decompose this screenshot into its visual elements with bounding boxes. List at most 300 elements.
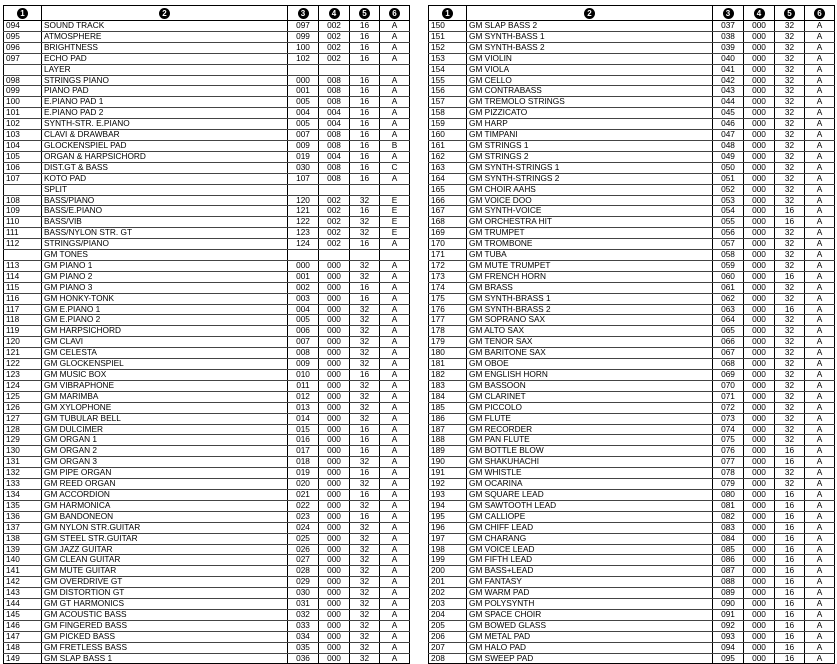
- tone-number: 207: [429, 642, 467, 653]
- category: A: [805, 162, 835, 173]
- program-change: 120: [288, 195, 319, 206]
- category: [380, 64, 410, 75]
- bank-msb: 000: [744, 239, 775, 250]
- program-change: 018: [288, 457, 319, 468]
- tone-number: 160: [429, 130, 467, 141]
- table-row: [429, 533, 835, 544]
- bank-msb: 000: [319, 446, 350, 457]
- program-change: 100: [288, 42, 319, 53]
- bank-msb: 000: [744, 533, 775, 544]
- tone-number: 145: [4, 609, 42, 620]
- category: A: [805, 642, 835, 653]
- section-heading-row: [4, 184, 410, 195]
- tone-name: GM SAWTOOTH LEAD: [467, 500, 713, 511]
- polyphony: 32: [775, 293, 805, 304]
- header-row: [429, 6, 835, 21]
- category: A: [805, 555, 835, 566]
- category: A: [805, 631, 835, 642]
- program-change: [288, 184, 319, 195]
- tone-name: GM E.PIANO 1: [42, 304, 288, 315]
- bank-msb: 000: [744, 337, 775, 348]
- bank-msb: 000: [319, 631, 350, 642]
- polyphony: 32: [775, 359, 805, 370]
- polyphony: 16: [350, 75, 380, 86]
- category: A: [805, 457, 835, 468]
- program-change: 024: [288, 522, 319, 533]
- bank-msb: 000: [319, 566, 350, 577]
- polyphony: 32: [350, 599, 380, 610]
- tone-name: BASS/PIANO: [42, 195, 288, 206]
- tone-name: GM SWEEP PAD: [467, 653, 713, 664]
- table-row: [429, 304, 835, 315]
- tone-name: GM ALTO SAX: [467, 326, 713, 337]
- tone-name: GM VIOLIN: [467, 53, 713, 64]
- polyphony: 32: [775, 173, 805, 184]
- tone-name: GM FIFTH LEAD: [467, 555, 713, 566]
- tone-number: 204: [429, 609, 467, 620]
- tone-number: 184: [429, 391, 467, 402]
- table-row: [4, 391, 410, 402]
- tone-name: GM CELESTA: [42, 348, 288, 359]
- column-header: [288, 6, 319, 21]
- table-row: [4, 577, 410, 588]
- category: A: [805, 337, 835, 348]
- table-row: [4, 271, 410, 282]
- category: A: [380, 588, 410, 599]
- program-change: 080: [713, 489, 744, 500]
- tone-name: GM STRINGS 2: [467, 151, 713, 162]
- tone-name: GM HALO PAD: [467, 642, 713, 653]
- section-heading-row: [4, 250, 410, 261]
- bank-msb: 000: [319, 359, 350, 370]
- tone-number: 199: [429, 555, 467, 566]
- bank-msb: 000: [744, 271, 775, 282]
- tone-number: 121: [4, 348, 42, 359]
- tone-number: 206: [429, 631, 467, 642]
- category: A: [380, 620, 410, 631]
- tone-number: 109: [4, 206, 42, 217]
- tone-name: GM MUTE GUITAR: [42, 566, 288, 577]
- tone-number: 104: [4, 140, 42, 151]
- polyphony: 16: [350, 435, 380, 446]
- table-row: [429, 566, 835, 577]
- polyphony: 32: [775, 435, 805, 446]
- table-row: [429, 282, 835, 293]
- tone-name: GM OBOE: [467, 359, 713, 370]
- tone-number: 173: [429, 271, 467, 282]
- bank-msb: 000: [319, 468, 350, 479]
- category: A: [805, 566, 835, 577]
- tone-name: GM MUTE TRUMPET: [467, 260, 713, 271]
- table-row: [429, 271, 835, 282]
- tone-name: GM ORGAN 1: [42, 435, 288, 446]
- program-change: 107: [288, 173, 319, 184]
- bank-msb: 000: [744, 391, 775, 402]
- category: A: [380, 239, 410, 250]
- category: A: [380, 293, 410, 304]
- table-row: [4, 260, 410, 271]
- polyphony: 32: [350, 326, 380, 337]
- tone-number: 166: [429, 195, 467, 206]
- category: A: [380, 468, 410, 479]
- program-change: 053: [713, 195, 744, 206]
- polyphony: 16: [775, 653, 805, 664]
- tone-name: GM DULCIMER: [42, 424, 288, 435]
- tone-name: GM CLEAN GUITAR: [42, 555, 288, 566]
- program-change: 051: [713, 173, 744, 184]
- bank-msb: 000: [744, 500, 775, 511]
- polyphony: [350, 184, 380, 195]
- tone-number: 202: [429, 588, 467, 599]
- tone-number: 139: [4, 544, 42, 555]
- polyphony: 16: [775, 588, 805, 599]
- tone-number: 167: [429, 206, 467, 217]
- program-change: 037: [713, 21, 744, 32]
- polyphony: 16: [350, 31, 380, 42]
- table-row: [4, 293, 410, 304]
- category: A: [805, 380, 835, 391]
- tone-name: GM SYNTH-BASS 2: [467, 42, 713, 53]
- tone-table-right: [428, 5, 835, 664]
- tone-number: 115: [4, 282, 42, 293]
- table-row: [429, 206, 835, 217]
- tone-table-left: [3, 5, 410, 664]
- bank-msb: 000: [319, 653, 350, 664]
- tone-name: PIANO PAD: [42, 86, 288, 97]
- polyphony: 32: [350, 315, 380, 326]
- program-change: 005: [288, 119, 319, 130]
- table-row: [4, 609, 410, 620]
- tone-number: 143: [4, 588, 42, 599]
- table-row: [4, 140, 410, 151]
- bank-msb: 000: [744, 653, 775, 664]
- category: A: [805, 588, 835, 599]
- tone-name: SPLIT: [42, 184, 288, 195]
- table-row: [4, 457, 410, 468]
- table-row: [4, 337, 410, 348]
- bank-msb: 000: [319, 533, 350, 544]
- bank-msb: 000: [319, 500, 350, 511]
- program-change: 048: [713, 140, 744, 151]
- category: A: [380, 130, 410, 141]
- table-row: [429, 173, 835, 184]
- program-change: 059: [713, 260, 744, 271]
- tone-number: 164: [429, 173, 467, 184]
- bank-msb: 000: [744, 184, 775, 195]
- category: A: [805, 206, 835, 217]
- program-change: 045: [713, 108, 744, 119]
- polyphony: 32: [350, 457, 380, 468]
- tone-name: GM FINGERED BASS: [42, 620, 288, 631]
- category: A: [805, 217, 835, 228]
- tone-number: 144: [4, 599, 42, 610]
- bank-msb: 000: [744, 555, 775, 566]
- category: A: [805, 228, 835, 239]
- bank-msb: 008: [319, 173, 350, 184]
- table-row: [429, 119, 835, 130]
- polyphony: 16: [350, 173, 380, 184]
- program-change: 121: [288, 206, 319, 217]
- category: A: [380, 457, 410, 468]
- category: A: [805, 293, 835, 304]
- column-header: [350, 6, 380, 21]
- bank-msb: 008: [319, 75, 350, 86]
- category: A: [380, 42, 410, 53]
- tone-number: 156: [429, 86, 467, 97]
- program-change: 093: [713, 631, 744, 642]
- program-change: 026: [288, 544, 319, 555]
- tone-number: 105: [4, 151, 42, 162]
- bank-msb: 002: [319, 228, 350, 239]
- table-row: [429, 653, 835, 664]
- table-row: [429, 42, 835, 53]
- category: A: [380, 173, 410, 184]
- table-row: [429, 64, 835, 75]
- program-change: 034: [288, 631, 319, 642]
- tone-number: 124: [4, 380, 42, 391]
- program-change: 041: [713, 64, 744, 75]
- polyphony: 32: [775, 424, 805, 435]
- program-change: 102: [288, 53, 319, 64]
- category: C: [380, 162, 410, 173]
- bank-msb: 000: [744, 42, 775, 53]
- polyphony: 16: [775, 489, 805, 500]
- table-row: [429, 53, 835, 64]
- category: A: [380, 119, 410, 130]
- bank-msb: 000: [744, 631, 775, 642]
- tone-number: 135: [4, 500, 42, 511]
- tone-name: GM OCARINA: [467, 479, 713, 490]
- tone-number: 181: [429, 359, 467, 370]
- tone-name: GM JAZZ GUITAR: [42, 544, 288, 555]
- bank-msb: 000: [744, 86, 775, 97]
- table-row: [4, 326, 410, 337]
- category: A: [380, 304, 410, 315]
- bank-msb: 000: [744, 609, 775, 620]
- bank-msb: 004: [319, 119, 350, 130]
- bank-msb: 008: [319, 162, 350, 173]
- bank-msb: 000: [319, 577, 350, 588]
- tone-name: GM BASS+LEAD: [467, 566, 713, 577]
- tone-number: 116: [4, 293, 42, 304]
- program-change: 016: [288, 435, 319, 446]
- bank-msb: 000: [744, 413, 775, 424]
- tone-number: 192: [429, 479, 467, 490]
- polyphony: 32: [775, 468, 805, 479]
- tone-name: STRINGS PIANO: [42, 75, 288, 86]
- program-change: 094: [713, 642, 744, 653]
- bank-msb: 000: [319, 391, 350, 402]
- tone-number: 136: [4, 511, 42, 522]
- table-row: [429, 435, 835, 446]
- bank-msb: 002: [319, 53, 350, 64]
- polyphony: 32: [775, 130, 805, 141]
- tone-number: 129: [4, 435, 42, 446]
- tone-name: GM SYNTH-BRASS 2: [467, 304, 713, 315]
- category: A: [380, 370, 410, 381]
- polyphony: 32: [350, 609, 380, 620]
- polyphony: 32: [775, 53, 805, 64]
- table-row: [429, 446, 835, 457]
- table-row: [429, 86, 835, 97]
- program-change: 067: [713, 348, 744, 359]
- tone-name: GM REED ORGAN: [42, 479, 288, 490]
- tone-number: [4, 64, 42, 75]
- category: A: [380, 577, 410, 588]
- tone-number: 151: [429, 31, 467, 42]
- polyphony: 16: [350, 424, 380, 435]
- table-row: [4, 566, 410, 577]
- polyphony: [350, 250, 380, 261]
- tone-name: GM BOWED GLASS: [467, 620, 713, 631]
- polyphony: 16: [775, 271, 805, 282]
- category: A: [805, 184, 835, 195]
- bank-msb: 000: [744, 195, 775, 206]
- program-change: 062: [713, 293, 744, 304]
- bank-msb: 002: [319, 239, 350, 250]
- category: A: [805, 446, 835, 457]
- polyphony: 16: [350, 489, 380, 500]
- tone-name: CLAVI & DRAWBAR: [42, 130, 288, 141]
- tone-number: 142: [4, 577, 42, 588]
- tone-number: 146: [4, 620, 42, 631]
- table-row: [429, 315, 835, 326]
- tone-number: 108: [4, 195, 42, 206]
- polyphony: 32: [350, 304, 380, 315]
- tone-number: 117: [4, 304, 42, 315]
- program-change: 091: [713, 609, 744, 620]
- category: A: [380, 271, 410, 282]
- bank-msb: 000: [744, 315, 775, 326]
- table-row: [4, 511, 410, 522]
- table-row: [429, 500, 835, 511]
- column-header: [805, 6, 835, 21]
- polyphony: 16: [775, 206, 805, 217]
- bank-msb: 000: [319, 511, 350, 522]
- table-row: [429, 402, 835, 413]
- program-change: 020: [288, 479, 319, 490]
- polyphony: 32: [350, 522, 380, 533]
- bank-msb: [319, 64, 350, 75]
- table-row: [4, 500, 410, 511]
- polyphony: 16: [350, 468, 380, 479]
- polyphony: 32: [775, 162, 805, 173]
- category: A: [380, 446, 410, 457]
- table-row: [4, 75, 410, 86]
- tone-number: 195: [429, 511, 467, 522]
- program-change: 060: [713, 271, 744, 282]
- bank-msb: 000: [744, 424, 775, 435]
- bank-msb: 000: [744, 642, 775, 653]
- polyphony: 32: [775, 479, 805, 490]
- polyphony: 16: [775, 304, 805, 315]
- program-change: 122: [288, 217, 319, 228]
- category: E: [380, 228, 410, 239]
- tone-number: 114: [4, 271, 42, 282]
- tone-number: 107: [4, 173, 42, 184]
- tone-number: 127: [4, 413, 42, 424]
- tone-name: GM SYNTH-BASS 1: [467, 31, 713, 42]
- bank-msb: 000: [744, 31, 775, 42]
- table-row: [4, 21, 410, 32]
- tone-name: GM SOPRANO SAX: [467, 315, 713, 326]
- category: A: [380, 21, 410, 32]
- tone-name: ECHO PAD: [42, 53, 288, 64]
- program-change: 000: [288, 75, 319, 86]
- tone-name: ORGAN & HARPSICHORD: [42, 151, 288, 162]
- tone-name: GM VIOLA: [467, 64, 713, 75]
- category: A: [380, 326, 410, 337]
- tone-name: ATMOSPHERE: [42, 31, 288, 42]
- polyphony: 16: [350, 162, 380, 173]
- program-change: 057: [713, 239, 744, 250]
- polyphony: 16: [350, 86, 380, 97]
- table-row: [4, 642, 410, 653]
- category: A: [805, 195, 835, 206]
- bank-msb: 000: [744, 446, 775, 457]
- category: A: [805, 620, 835, 631]
- table-row: [429, 577, 835, 588]
- tone-name: BASS/VIB: [42, 217, 288, 228]
- tone-number: 179: [429, 337, 467, 348]
- tone-name: GM SQUARE LEAD: [467, 489, 713, 500]
- program-change: 014: [288, 413, 319, 424]
- program-change: 040: [713, 53, 744, 64]
- tone-name: GM PICKED BASS: [42, 631, 288, 642]
- polyphony: 16: [775, 511, 805, 522]
- column-number-badge: 5: [784, 8, 795, 19]
- table-row: [4, 380, 410, 391]
- polyphony: 32: [350, 653, 380, 664]
- table-row: [429, 250, 835, 261]
- table-row: [4, 424, 410, 435]
- table-row: [4, 195, 410, 206]
- category: A: [805, 108, 835, 119]
- table-row: [4, 130, 410, 141]
- program-change: [288, 64, 319, 75]
- bank-msb: 008: [319, 97, 350, 108]
- bank-msb: 000: [744, 348, 775, 359]
- column-number-badge: 4: [754, 8, 765, 19]
- program-change: 058: [713, 250, 744, 261]
- bank-msb: 000: [744, 620, 775, 631]
- polyphony: 32: [775, 239, 805, 250]
- table-row: [429, 522, 835, 533]
- table-row: [4, 435, 410, 446]
- tone-name: GM METAL PAD: [467, 631, 713, 642]
- tone-number: 188: [429, 435, 467, 446]
- tone-name: LAYER: [42, 64, 288, 75]
- tone-name: GM HARMONICA: [42, 500, 288, 511]
- polyphony: 16: [350, 370, 380, 381]
- column-number-badge: 3: [723, 8, 734, 19]
- polyphony: 16: [350, 446, 380, 457]
- category: A: [805, 500, 835, 511]
- polyphony: 32: [350, 413, 380, 424]
- category: A: [380, 86, 410, 97]
- bank-msb: 000: [744, 577, 775, 588]
- tone-number: 189: [429, 446, 467, 457]
- program-change: 009: [288, 140, 319, 151]
- tone-name: GM PIANO 2: [42, 271, 288, 282]
- bank-msb: 000: [744, 435, 775, 446]
- category: A: [380, 479, 410, 490]
- category: A: [805, 489, 835, 500]
- category: A: [380, 435, 410, 446]
- tone-number: 131: [4, 457, 42, 468]
- table-row: [429, 239, 835, 250]
- category: A: [380, 282, 410, 293]
